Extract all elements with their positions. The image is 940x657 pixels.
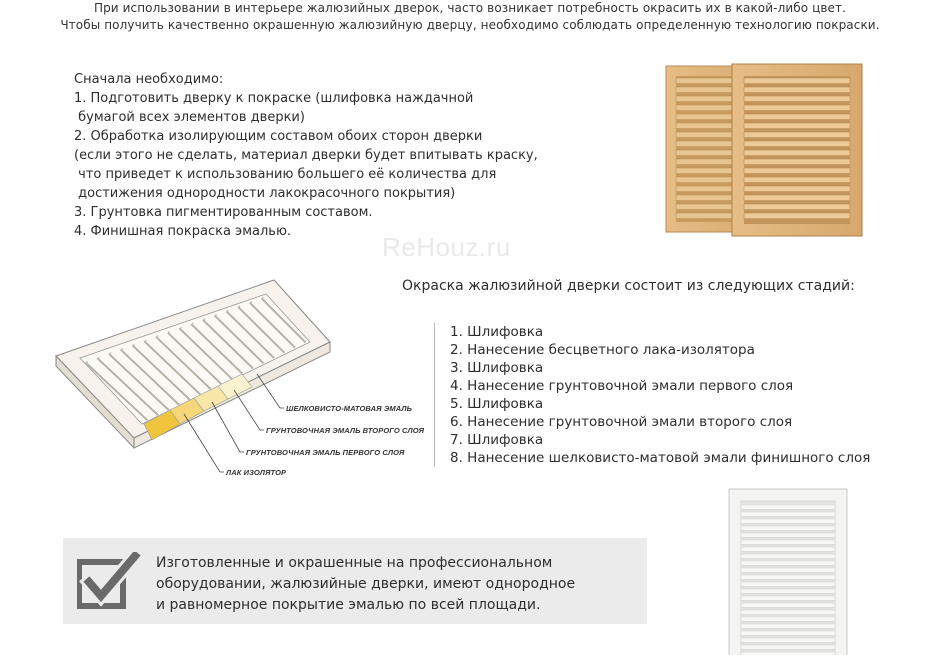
- door-slat: [741, 617, 835, 621]
- stage-item: 1. Шлифовка: [450, 324, 544, 340]
- bottom-note-line: Изготовленные и окрашенные на профессиональном: [156, 555, 553, 571]
- first-steps-line: (если этого не сделать, материал дверки будет впитывать краску,: [74, 148, 538, 163]
- door-slat: [744, 87, 850, 93]
- intro-line-2: Чтобы получить качественно окрашенную жалюзийную дверцу, необходимо соблюдать определенную технологию покраски.: [60, 18, 880, 32]
- first-steps-line: что приведет к использованию большего её количества для: [74, 167, 497, 182]
- door-slat: [741, 568, 835, 572]
- label-primer-second: ГРУНТОВОЧНАЯ ЭМАЛЬ ВТОРОГО СЛОЯ: [266, 426, 425, 435]
- door-slat: [741, 526, 835, 530]
- watermark: ReHouz.ru: [382, 232, 511, 262]
- first-steps-line: 2. Обработка изолирующим составом обоих сторон дверки: [74, 129, 483, 144]
- door-slat: [741, 589, 835, 593]
- stage-item: 8. Нанесение шелковисто-матовой эмали финишного слоя: [450, 450, 871, 466]
- bottom-note-line: и равномерное покрытие эмалью по всей площади.: [156, 597, 541, 613]
- door-slat: [741, 561, 835, 565]
- stage-item: 7. Шлифовка: [450, 432, 544, 448]
- stage-item: 3. Шлифовка: [450, 360, 544, 376]
- stages-list: [434, 323, 870, 467]
- bottom-note-line: оборудовании, жалюзийные дверки, имеют однородное: [156, 576, 576, 592]
- stages-title: Окраска жалюзийной дверки состоит из следующих стадий:: [402, 278, 855, 294]
- door-slat: [744, 132, 850, 138]
- door-slat: [741, 603, 835, 607]
- stage-item: 2. Нанесение бесцветного лака-изолятора: [450, 342, 755, 358]
- door-slat: [741, 540, 835, 544]
- intro-line-1: При использовании в интерьере жалюзийных дверок, часто возникает потребность окрасить их в какой-либо цвет.: [93, 1, 847, 15]
- door-slat: [744, 114, 850, 120]
- door-slat: [744, 105, 850, 111]
- door-slat: [741, 631, 835, 635]
- door-slat: [744, 177, 850, 183]
- door-slat: [744, 150, 850, 156]
- first-steps-line: бумагой всех элементов дверки): [74, 110, 305, 125]
- first-steps-line: Сначала необходимо:: [74, 72, 224, 87]
- door-slat: [741, 624, 835, 628]
- door-slat: [744, 78, 850, 84]
- door-slat: [741, 519, 835, 523]
- first-steps-line: достижения однородности лакокрасочного покрытия): [74, 186, 456, 201]
- stage-item: 4. Нанесение грунтовочной эмали первого слоя: [450, 378, 794, 394]
- first-steps-line: 1. Подготовить дверку к покраске (шлифовка наждачной: [74, 91, 474, 106]
- first-steps-line: 4. Финишная покраска эмалью.: [74, 224, 292, 239]
- door-slat: [741, 512, 835, 516]
- door-slat: [744, 159, 850, 165]
- wooden-doors-image: [660, 62, 870, 240]
- door-slat: [741, 554, 835, 558]
- stage-item: 5. Шлифовка: [450, 396, 544, 412]
- label-primer-first: ГРУНТОВОЧНАЯ ЭМАЛЬ ПЕРВОГО СЛОЯ: [246, 448, 405, 457]
- door-slat: [744, 123, 850, 129]
- first-steps-block: [74, 70, 538, 241]
- door-slat: [741, 596, 835, 600]
- door-slat: [741, 547, 835, 551]
- label-finish-enamel: ШЕЛКОВИСТО-МАТОВАЯ ЭМАЛЬ: [286, 404, 413, 413]
- white-door-image: [727, 487, 849, 655]
- label-varnish-isolator: ЛАК ИЗОЛЯТОР: [226, 468, 287, 477]
- first-steps-line: 3. Грунтовка пигментированным составом.: [74, 205, 373, 220]
- door-slat: [744, 195, 850, 201]
- door-slat: [744, 168, 850, 174]
- check-square-icon: [77, 552, 141, 610]
- door-slat: [744, 186, 850, 192]
- coating-layers-diagram: [52, 278, 432, 490]
- door-slat: [744, 213, 850, 219]
- stage-item: 6. Нанесение грунтовочной эмали второго слоя: [450, 414, 793, 430]
- door-slat: [741, 582, 835, 586]
- door-slat: [744, 141, 850, 147]
- door-slat: [741, 610, 835, 614]
- door-slat: [741, 638, 835, 642]
- intro-text: [0, 0, 940, 34]
- door-slat: [741, 652, 835, 655]
- bottom-note-text: [156, 553, 575, 616]
- door-slat: [741, 575, 835, 579]
- door-slat: [744, 204, 850, 210]
- door-slat: [741, 505, 835, 509]
- door-slat: [741, 645, 835, 649]
- door-slat: [744, 96, 850, 102]
- door-slat: [741, 533, 835, 537]
- bottom-note-panel: [63, 538, 647, 624]
